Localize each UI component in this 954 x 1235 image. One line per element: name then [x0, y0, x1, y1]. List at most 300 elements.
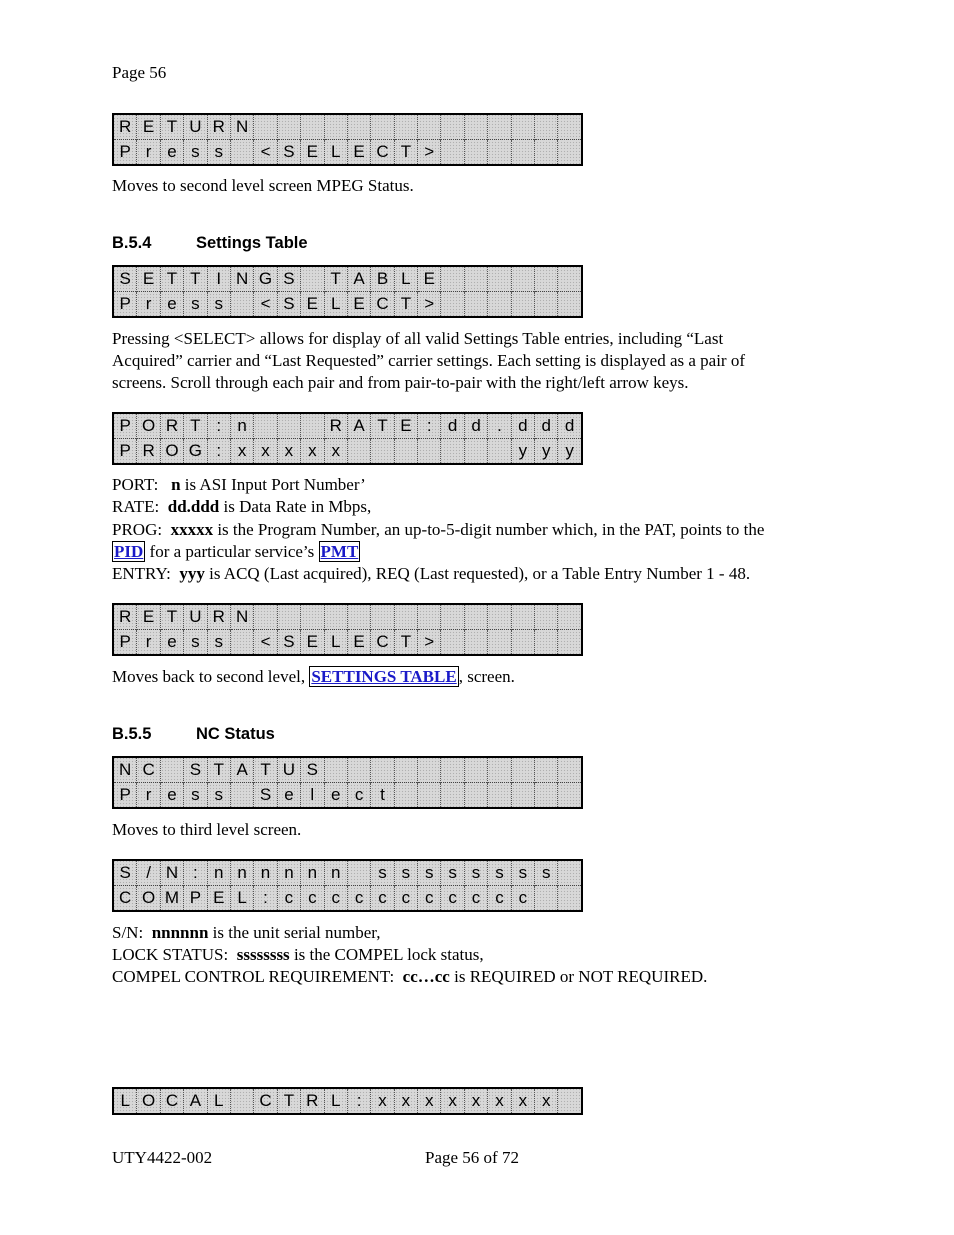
lcd-cell: [511, 757, 534, 783]
lcd-cell: c: [371, 886, 394, 912]
lock-status-definition: [112, 944, 484, 966]
lcd-cell: N: [230, 114, 253, 140]
lcd-cell: [301, 114, 324, 140]
lcd-cell: <: [254, 140, 277, 166]
lcd-cell: [394, 757, 417, 783]
lcd-cell: [488, 292, 511, 318]
lcd-cell: S: [277, 292, 300, 318]
lcd-cell: [441, 757, 464, 783]
lcd-cell: [464, 630, 487, 656]
rate-definition: [112, 496, 371, 518]
lcd-cell: s: [184, 292, 207, 318]
ccr-label: COMPEL CONTROL REQUIREMENT:: [112, 967, 395, 986]
lcd-cell: [371, 604, 394, 630]
section-heading-b54: [112, 234, 308, 253]
lcd-cell: d: [558, 413, 582, 439]
lcd-cell: [394, 783, 417, 809]
prog-definition: [112, 519, 764, 541]
lcd-cell: C: [371, 140, 394, 166]
lcd-cell: T: [160, 604, 183, 630]
rate-value: dd.ddd: [167, 497, 220, 516]
prog-text: is the Program Number, an up-to-5-digit number which, in the PAT, points to the: [213, 520, 765, 539]
lcd-cell: [464, 757, 487, 783]
lcd-cell: E: [347, 630, 370, 656]
lcd-cell: e: [160, 783, 183, 809]
lcd-cell: >: [418, 630, 441, 656]
lcd-cell: R: [137, 439, 160, 465]
lcd-cell: c: [347, 886, 370, 912]
lcd-cell: [160, 757, 183, 783]
lcd-cell: [558, 114, 582, 140]
lcd-cell: s: [207, 783, 230, 809]
lcd-cell: >: [418, 140, 441, 166]
lcd-cell: s: [207, 140, 230, 166]
lcd-cell: n: [301, 860, 324, 886]
lcd-cell: E: [207, 886, 230, 912]
lcd-cell: s: [184, 630, 207, 656]
lcd-cell: S: [277, 140, 300, 166]
lock-label: LOCK STATUS:: [112, 945, 229, 964]
lcd-cell: [511, 604, 534, 630]
lcd-cell: t: [371, 783, 394, 809]
lcd-cell: x: [254, 439, 277, 465]
lcd-cell: A: [184, 1088, 207, 1114]
lcd-cell: y: [558, 439, 582, 465]
lcd-cell: T: [160, 266, 183, 292]
lcd-cell: T: [160, 114, 183, 140]
lcd-cell: T: [394, 630, 417, 656]
lcd-cell: [394, 604, 417, 630]
lcd-cell: T: [394, 292, 417, 318]
lcd-cell: P: [113, 783, 137, 809]
ccr-value: cc…cc: [402, 967, 450, 986]
rate-text: is Data Rate in Mbps,: [219, 497, 372, 516]
prog-definition-line-2: [112, 541, 360, 563]
lcd-cell: c: [324, 886, 347, 912]
lcd-cell: s: [441, 860, 464, 886]
port-text: is ASI Input Port Number’: [180, 475, 366, 494]
lcd-return-screen: [112, 113, 583, 166]
lcd-cell: [535, 783, 558, 809]
lcd-cell: [488, 114, 511, 140]
lcd-cell: L: [324, 292, 347, 318]
lcd-cell: [254, 604, 277, 630]
lcd-cell: [277, 413, 300, 439]
lcd-cell: [347, 757, 370, 783]
lcd-row: [113, 439, 582, 465]
lcd-cell: T: [207, 757, 230, 783]
footer-page-number: Page 56 of 72: [425, 1148, 519, 1167]
lcd-cell: :: [207, 413, 230, 439]
lcd-local-ctrl-screen: [112, 1087, 583, 1115]
lcd-cell: E: [137, 604, 160, 630]
lcd-cell: s: [418, 860, 441, 886]
sn-definition: [112, 922, 381, 944]
lcd-cell: [277, 604, 300, 630]
pid-link[interactable]: PID: [114, 542, 144, 561]
lcd-row: [113, 140, 582, 166]
lcd-cell: [558, 783, 582, 809]
lcd-cell: [418, 439, 441, 465]
lcd-cell: x: [394, 1088, 417, 1114]
lcd-cell: e: [160, 630, 183, 656]
lcd-cell: T: [184, 266, 207, 292]
lcd-cell: r: [137, 292, 160, 318]
lcd-row: [113, 886, 582, 912]
lcd-cell: S: [277, 266, 300, 292]
lcd-cell: x: [511, 1088, 534, 1114]
lcd-cell: R: [301, 1088, 324, 1114]
lcd-cell: [558, 604, 582, 630]
lcd-cell: T: [184, 413, 207, 439]
lock-value: ssssssss: [236, 945, 290, 964]
lcd-cell: C: [160, 1088, 183, 1114]
entry-definition: [112, 563, 750, 585]
lcd-cell: I: [207, 266, 230, 292]
lcd-cell: e: [160, 292, 183, 318]
lcd-cell: :: [184, 860, 207, 886]
lcd-cell: [324, 757, 347, 783]
lcd-cell: [394, 114, 417, 140]
lcd-cell: [464, 292, 487, 318]
lcd-cell: R: [113, 114, 137, 140]
entry-value: yyy: [179, 564, 205, 583]
lcd-cell: [535, 114, 558, 140]
lcd-cell: E: [347, 140, 370, 166]
lcd-cell: [535, 292, 558, 318]
prog-label: PROG:: [112, 520, 163, 539]
lcd-cell: s: [535, 860, 558, 886]
lcd-cell: T: [394, 140, 417, 166]
port-label: PORT:: [112, 475, 159, 494]
lcd-cell: [535, 604, 558, 630]
lcd-cell: N: [160, 860, 183, 886]
lcd-cell: C: [254, 1088, 277, 1114]
lcd-cell: s: [207, 292, 230, 318]
settings-paragraph-line-1: Pressing <SELECT> allows for display of all valid Settings Table entries, including “Last: [112, 329, 724, 348]
lcd-cell: [347, 604, 370, 630]
lcd-cell: [558, 757, 582, 783]
lcd-cell: C: [137, 757, 160, 783]
lcd-cell: s: [511, 860, 534, 886]
lock-text: is the COMPEL lock status,: [289, 945, 484, 964]
lcd-cell: c: [488, 886, 511, 912]
lcd-cell: :: [347, 1088, 370, 1114]
lcd-cell: R: [207, 604, 230, 630]
lcd-cell: [558, 266, 582, 292]
lcd-cell: [535, 757, 558, 783]
lcd-cell: P: [113, 439, 137, 465]
lcd-cell: [558, 630, 582, 656]
lcd-cell: U: [277, 757, 300, 783]
lcd-cell: n: [254, 860, 277, 886]
lcd-cell: <: [254, 630, 277, 656]
lcd-cell: E: [394, 413, 417, 439]
lcd-cell: P: [113, 140, 137, 166]
lcd-cell: [464, 140, 487, 166]
lcd-cell: [418, 604, 441, 630]
lcd-cell: A: [347, 266, 370, 292]
lcd-settings-screen: [112, 265, 583, 318]
return-description: Moves to second level screen MPEG Status.: [112, 176, 414, 195]
lcd-serial-compel-screen: [112, 859, 583, 912]
lcd-cell: [230, 783, 253, 809]
lcd-cell: [488, 783, 511, 809]
lcd-cell: O: [137, 886, 160, 912]
lcd-cell: [371, 114, 394, 140]
lcd-cell: [418, 783, 441, 809]
lcd-cell: T: [371, 413, 394, 439]
lcd-cell: s: [184, 783, 207, 809]
lcd-row: [113, 413, 582, 439]
lcd-row: [113, 266, 582, 292]
lcd-cell: [230, 140, 253, 166]
lcd-cell: [254, 413, 277, 439]
sn-value: nnnnnn: [151, 923, 209, 942]
lcd-cell: e: [324, 783, 347, 809]
lcd-cell: [347, 114, 370, 140]
lcd-cell: L: [230, 886, 253, 912]
lcd-cell: L: [324, 1088, 347, 1114]
lcd-cell: [441, 439, 464, 465]
lcd-cell: /: [137, 860, 160, 886]
lcd-cell: [464, 604, 487, 630]
lcd-cell: [301, 413, 324, 439]
lcd-cell: x: [371, 1088, 394, 1114]
lcd-cell: L: [113, 1088, 137, 1114]
lcd-cell: x: [441, 1088, 464, 1114]
lcd-cell: n: [230, 413, 253, 439]
port-value: n: [171, 475, 181, 494]
lcd-cell: A: [230, 757, 253, 783]
prog-value: xxxxx: [170, 520, 214, 539]
lcd-cell: s: [207, 630, 230, 656]
lcd-cell: c: [301, 886, 324, 912]
lcd-cell: s: [488, 860, 511, 886]
lcd-cell: [464, 114, 487, 140]
lcd-cell: S: [184, 757, 207, 783]
lcd-cell: [488, 439, 511, 465]
settings-table-link[interactable]: SETTINGS TABLE: [311, 667, 457, 686]
lcd-cell: n: [207, 860, 230, 886]
lcd-cell: [558, 292, 582, 318]
lcd-cell: N: [230, 266, 253, 292]
lcd-cell: [347, 860, 370, 886]
lcd-cell: B: [371, 266, 394, 292]
lcd-cell: S: [277, 630, 300, 656]
lcd-cell: [230, 1088, 253, 1114]
lcd-cell: c: [441, 886, 464, 912]
lcd-cell: s: [464, 860, 487, 886]
lcd-cell: [558, 886, 582, 912]
lcd-cell: n: [277, 860, 300, 886]
lcd-cell: L: [207, 1088, 230, 1114]
lcd-cell: S: [113, 860, 137, 886]
lcd-cell: S: [254, 783, 277, 809]
lcd-cell: d: [441, 413, 464, 439]
lcd-cell: r: [137, 630, 160, 656]
lcd-cell: [441, 783, 464, 809]
lcd-cell: E: [301, 630, 324, 656]
lcd-cell: [301, 266, 324, 292]
settings-paragraph-line-2: Acquired” carrier and “Last Requested” carrier settings. Each setting is displayed as a pair of: [112, 351, 745, 370]
lcd-cell: O: [160, 439, 183, 465]
lcd-cell: [464, 783, 487, 809]
nc-status-description: Moves to third level screen.: [112, 820, 302, 839]
compel-requirement-definition: [112, 966, 707, 988]
lcd-cell: [488, 757, 511, 783]
lcd-row: [113, 114, 582, 140]
lcd-cell: [511, 783, 534, 809]
return-back-text: Moves back to second level,: [112, 667, 310, 686]
lcd-cell: [418, 757, 441, 783]
lcd-cell: [558, 860, 582, 886]
lcd-cell: :: [207, 439, 230, 465]
prog-text-2: for a particular service’s: [145, 542, 319, 561]
lcd-cell: s: [184, 140, 207, 166]
settings-paragraph-line-3: screens. Scroll through each pair and from pair-to-pair with the right/left arrow keys.: [112, 373, 689, 392]
lcd-cell: T: [324, 266, 347, 292]
lcd-cell: c: [464, 886, 487, 912]
lcd-cell: c: [347, 783, 370, 809]
lcd-row: [113, 630, 582, 656]
lcd-cell: [324, 604, 347, 630]
lcd-cell: c: [418, 886, 441, 912]
lcd-cell: E: [301, 292, 324, 318]
lcd-cell: l: [301, 783, 324, 809]
lcd-cell: N: [230, 604, 253, 630]
lcd-cell: x: [277, 439, 300, 465]
lcd-cell: x: [301, 439, 324, 465]
lcd-cell: [230, 292, 253, 318]
lcd-cell: L: [324, 140, 347, 166]
lcd-cell: x: [535, 1088, 558, 1114]
lcd-cell: U: [184, 604, 207, 630]
lcd-cell: R: [207, 114, 230, 140]
lcd-cell: n: [324, 860, 347, 886]
lcd-cell: x: [464, 1088, 487, 1114]
lcd-row: [113, 783, 582, 809]
sn-text: is the unit serial number,: [208, 923, 381, 942]
lcd-cell: :: [418, 413, 441, 439]
lcd-cell: [441, 140, 464, 166]
section-number: B.5.5: [112, 725, 152, 743]
lcd-cell: [488, 604, 511, 630]
lcd-cell: [418, 114, 441, 140]
lcd-cell: [511, 114, 534, 140]
lcd-cell: e: [277, 783, 300, 809]
lcd-cell: d: [511, 413, 534, 439]
lcd-cell: T: [277, 1088, 300, 1114]
sn-label: S/N:: [112, 923, 144, 942]
lcd-cell: [488, 140, 511, 166]
lcd-cell: y: [511, 439, 534, 465]
return-back-description: [112, 666, 515, 688]
lcd-cell: M: [160, 886, 183, 912]
lcd-cell: L: [394, 266, 417, 292]
lcd-cell: [347, 439, 370, 465]
lcd-cell: [535, 886, 558, 912]
lcd-cell: n: [230, 860, 253, 886]
lcd-cell: E: [347, 292, 370, 318]
lcd-cell: S: [113, 266, 137, 292]
lcd-cell: y: [535, 439, 558, 465]
lcd-cell: [254, 114, 277, 140]
lcd-cell: U: [184, 114, 207, 140]
lcd-cell: x: [488, 1088, 511, 1114]
lcd-cell: [230, 630, 253, 656]
lcd-cell: [441, 266, 464, 292]
lcd-cell: [394, 439, 417, 465]
section-title: Settings Table: [196, 234, 308, 252]
lcd-cell: [441, 630, 464, 656]
lcd-cell: >: [418, 292, 441, 318]
section-title: NC Status: [196, 725, 275, 743]
lcd-cell: [277, 114, 300, 140]
lcd-row: [113, 757, 582, 783]
lcd-cell: O: [137, 413, 160, 439]
lcd-cell: C: [371, 630, 394, 656]
lcd-cell: x: [230, 439, 253, 465]
lcd-cell: [371, 757, 394, 783]
lcd-cell: [441, 114, 464, 140]
lcd-cell: [464, 439, 487, 465]
lcd-cell: G: [254, 266, 277, 292]
lcd-port-rate-screen: [112, 412, 583, 465]
lcd-cell: R: [324, 413, 347, 439]
lcd-cell: s: [371, 860, 394, 886]
ccr-text: is REQUIRED or NOT REQUIRED.: [449, 967, 708, 986]
lcd-cell: P: [113, 292, 137, 318]
rate-label: RATE:: [112, 497, 160, 516]
lcd-cell: [535, 140, 558, 166]
lcd-cell: P: [184, 886, 207, 912]
lcd-cell: c: [394, 886, 417, 912]
lcd-cell: R: [160, 413, 183, 439]
lcd-cell: <: [254, 292, 277, 318]
lcd-return-screen-2: [112, 603, 583, 656]
lcd-cell: [558, 140, 582, 166]
lcd-cell: G: [184, 439, 207, 465]
lcd-cell: A: [347, 413, 370, 439]
lcd-cell: P: [113, 413, 137, 439]
lcd-cell: [535, 266, 558, 292]
lcd-cell: R: [113, 604, 137, 630]
lcd-cell: E: [418, 266, 441, 292]
lcd-nc-status-screen: [112, 756, 583, 809]
lcd-cell: [371, 439, 394, 465]
lcd-cell: [324, 114, 347, 140]
lcd-cell: [488, 630, 511, 656]
lcd-cell: [558, 1088, 582, 1114]
lcd-cell: [301, 604, 324, 630]
lcd-row: [113, 1088, 582, 1114]
lcd-cell: L: [324, 630, 347, 656]
lcd-cell: s: [394, 860, 417, 886]
lcd-cell: [511, 266, 534, 292]
lcd-cell: [488, 266, 511, 292]
page-header: Page 56: [112, 63, 167, 82]
lcd-cell: E: [137, 114, 160, 140]
entry-text: is ACQ (Last acquired), REQ (Last requested), or a Table Entry Number 1 - 48.: [204, 564, 751, 583]
lcd-cell: [464, 266, 487, 292]
lcd-cell: [441, 604, 464, 630]
pmt-link[interactable]: PMT: [320, 542, 359, 561]
lcd-cell: e: [160, 140, 183, 166]
section-heading-b55: [112, 725, 275, 744]
port-definition: [112, 474, 366, 496]
lcd-cell: r: [137, 783, 160, 809]
